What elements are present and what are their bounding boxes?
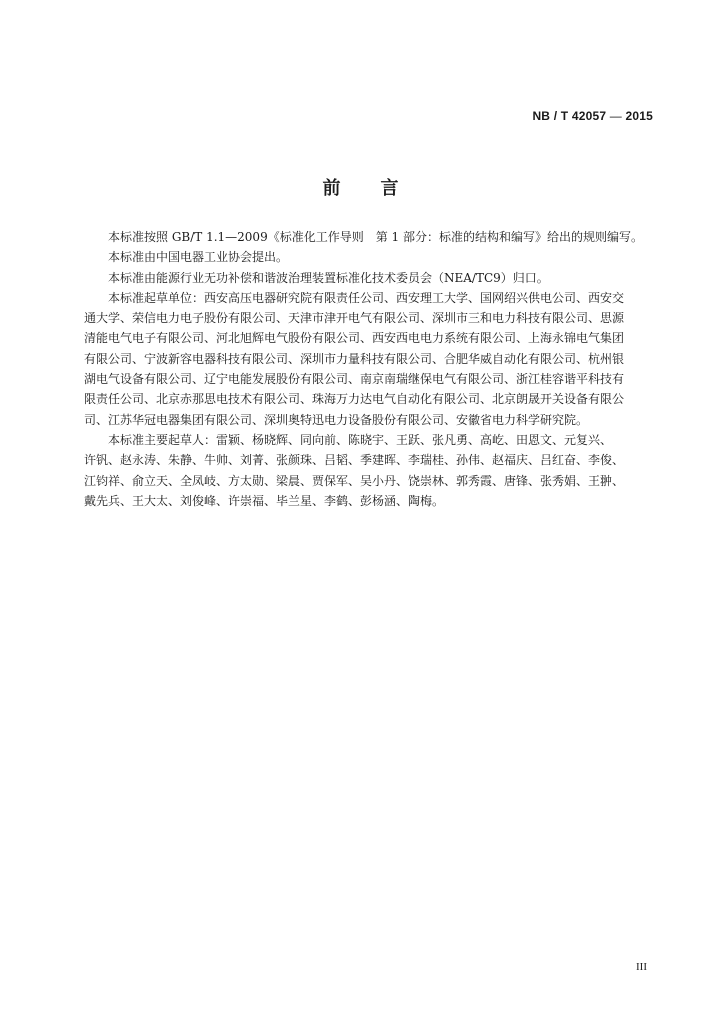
paragraph-line: 有限公司、宁波新容电器科技有限公司、深圳市力量科技有限公司、合肥华威自动化有限公司、杭州银: [84, 351, 625, 366]
paragraph-line: 司、江苏华冠电器集团有限公司、深圳奥特迅电力设备股份有限公司、安徽省电力科学研究院。: [84, 412, 589, 427]
paragraph-line: 戴先兵、王大太、刘俊峰、许崇福、毕兰星、李鹤、彭杨涵、陶梅。: [84, 493, 445, 508]
paragraph-line: 本标准按照 GB/T 1.1—2009《标准化工作导则 第 1 部分：标准的结构和编写》给出的规则编写。: [108, 230, 643, 244]
paragraph-line: 许钒、赵永涛、朱静、牛帅、刘菁、张颜珠、吕韬、季建晖、李瑞桂、孙伟、赵福庆、吕红奋、李俊、: [84, 453, 625, 468]
title-char-2: 言: [380, 178, 399, 199]
page-title: [0, 174, 721, 200]
title-char-1: 前: [322, 178, 341, 199]
paragraph-line: 通大学、荣信电力电子股份有限公司、天津市津开电气有限公司、深圳市三和电力科技有限公司、思源: [84, 311, 625, 326]
paragraph-line: 本标准主要起草人：雷颖、杨晓辉、同向前、陈晓宇、王跃、张凡勇、高屹、田恩文、元复兴、: [108, 432, 613, 447]
standard-number: [532, 109, 653, 123]
paragraph-line: 本标准由能源行业无功补偿和谐波治理装置标准化技术委员会（NEA/TC9）归口。: [108, 270, 549, 285]
paragraph-line: 本标准起草单位：西安高压电器研究院有限责任公司、西安理工大学、国网绍兴供电公司、西安交: [108, 290, 625, 305]
page-number: III: [636, 961, 647, 973]
standard-dash: —: [606, 109, 626, 123]
paragraph-line: 江钧祥、俞立天、全凤岐、方太勋、梁晨、贾保军、吴小丹、饶崇林、郭秀霞、唐锋、张秀娟、王翀、: [84, 473, 625, 488]
paragraph-line: 湖电气设备有限公司、辽宁电能发展股份有限公司、南京南瑞继保电气有限公司、浙江桂容谐平科技有: [84, 372, 625, 387]
paragraph-line: 本标准由中国电器工业协会提出。: [108, 250, 289, 265]
paragraph-line: 清能电气电子有限公司、河北旭辉电气股份有限公司、西安西电电力系统有限公司、上海永锦电气集团: [84, 331, 625, 346]
standard-code: NB / T 42057: [532, 109, 607, 123]
body-text: [84, 227, 652, 511]
standard-year: 2015: [625, 109, 653, 123]
paragraph-line: 限责任公司、北京赤那思电技术有限公司、珠海万力达电气自动化有限公司、北京朗晟开关设备有限公: [84, 392, 625, 407]
